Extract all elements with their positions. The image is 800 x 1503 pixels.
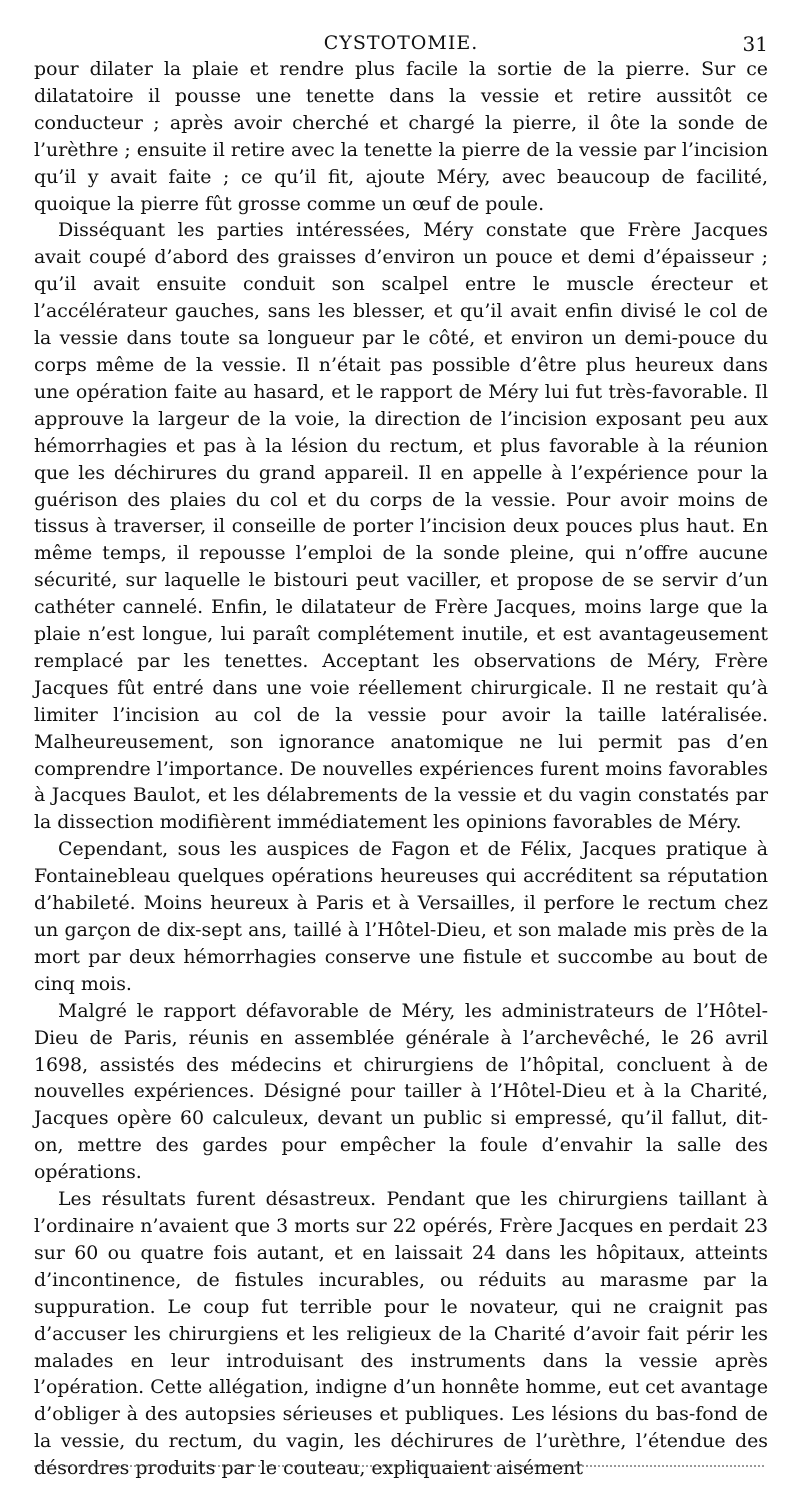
paragraph-dissection: Disséquant les parties intéressées, Méry constate que Frère Jacques avait coupé d’abord des graisses d’environ un pouce et demi d’épaisseur ; qu’il avait ensuite conduit son scalpel entre le muscle érecteur et l’accélérateur gauches, sans les blesser, et qu’il avait enfin divisé le col de la vessie dans toute sa longueur par le côté, et environ un demi-pouce du corps même de la vessie. Il n’était pas possible d’être plus heureux dans une opération faite au hasard, et le rapport de Méry lui fut très-favorable. Il approuve la largeur de la voie, la direction de l’incision exposant peu aux hémorrhagies et pas à la lésion du rectum, et plus favorable à la réunion que les déchirures du grand appareil. Il en appelle à l’expérience pour la guérison des plaies du col et du corps de la vessie. Pour avoir moins de tissus à traverser, il conseille de porter l’incision deux pouces plus haut. En même temps, il repousse l’emploi de la sonde pleine, qui n’offre aucune sécurité, sur laquelle le bistouri peut vaciller, et propose de se servir d’un cathéter cannelé. Enfin, le dilatateur de Frère Jacques, moins large que la plaie n’est longue, lui paraît complétement inutile, et est avantageusement remplacé par les tenettes. Acceptant les observations de Méry, Frère Jacques fût entré dans une voie réellement chirurgicale. Il ne restait qu’à limiter l’incision au col de la vessie pour avoir la taille latéralisée. Malheureusement, son ignorance anatomique ne lui permit pas d’en comprendre l’importance. De nouvelles expériences furent moins favorables à Jacques Baulot, et les délabrements de la vessie et du vagin constatés par la dissection modifièrent immédiatement les opinions favorables de Méry. xyxy=(34,219,768,834)
paragraph-hotel-dieu: Malgré le rapport défavorable de Méry, les administrateurs de l’Hôtel-Dieu de Paris, réunis en assemblée générale à l’archevêché, le 26 avril 1698, assistés des médecins et chirurgiens de l’hôpital, concluent à de nouvelles expériences. Désigné pour tailler à l’Hôtel-Dieu et à la Charité, Jacques opère 60 calculeux, devant un public si empressé, qu’il fallut, dit-on, mettre des gardes pour empêcher la foule d’envahir la salle des opérations. xyxy=(34,999,768,1184)
footer-rule xyxy=(34,1465,764,1467)
paragraph-fontainebleau: Cependant, sous les auspices de Fagon et de Félix, Jacques pratique à Fontainebleau quelques opérations heureuses qui accréditent sa réputation d’habileté. Moins heureux à Paris et à Versailles, il perfore le rectum chez un garçon de dix-sept ans, taillé à l’Hôtel-Dieu, et son malade mis près de la mort par deux hémorrhagies conserve une fistule et succombe au bout de cinq mois. xyxy=(34,838,768,995)
page-number: 31 xyxy=(742,32,768,56)
paragraph-continued: pour dilater la plaie et rendre plus facile la sortie de la pierre. Sur ce dilatatoire il pousse une tenette dans la vessie et retire aussitôt ce conducteur ; après avoir cherché et chargé la pierre, il ôte la sonde de l’urèthre ; ensuite il retire avec la tenette la pierre de la vessie par l’incision qu’il y avait faite ; ce qu’il fit, ajoute Méry, avec beaucoup de facilité, quoique la pierre fût grosse comme un œuf de poule. xyxy=(34,58,768,215)
page xyxy=(34,28,768,1482)
running-head xyxy=(34,28,768,56)
body-text xyxy=(34,56,768,1482)
paragraph-results: Les résultats furent désastreux. Pendant que les chirurgiens taillant à l’ordinaire n’avaient que 3 morts sur 22 opérés, Frère Jacques en perdait 23 sur 60 ou quatre fois autant, et en laissait 24 dans les hôpitaux, atteints d’incontinence, de fistules incurables, ou réduits au marasme par la suppuration. Le coup fut terrible pour le novateur, qui ne craignit pas d’accuser les chirurgiens et les religieux de la Charité d’avoir fait périr les malades en leur introduisant des instruments dans la vessie après l’opération. Cette allégation, indigne d’un honnête homme, eut cet avantage d’obliger à des autopsies sérieuses et publiques. Les lésions du bas-fond de la vessie, du rectum, du vagin, les déchirures de l’urèthre, l’étendue des désordres produits par le couteau, expliquaient aisément xyxy=(34,1188,768,1480)
running-title: CYSTOTOMIE. xyxy=(323,32,479,54)
